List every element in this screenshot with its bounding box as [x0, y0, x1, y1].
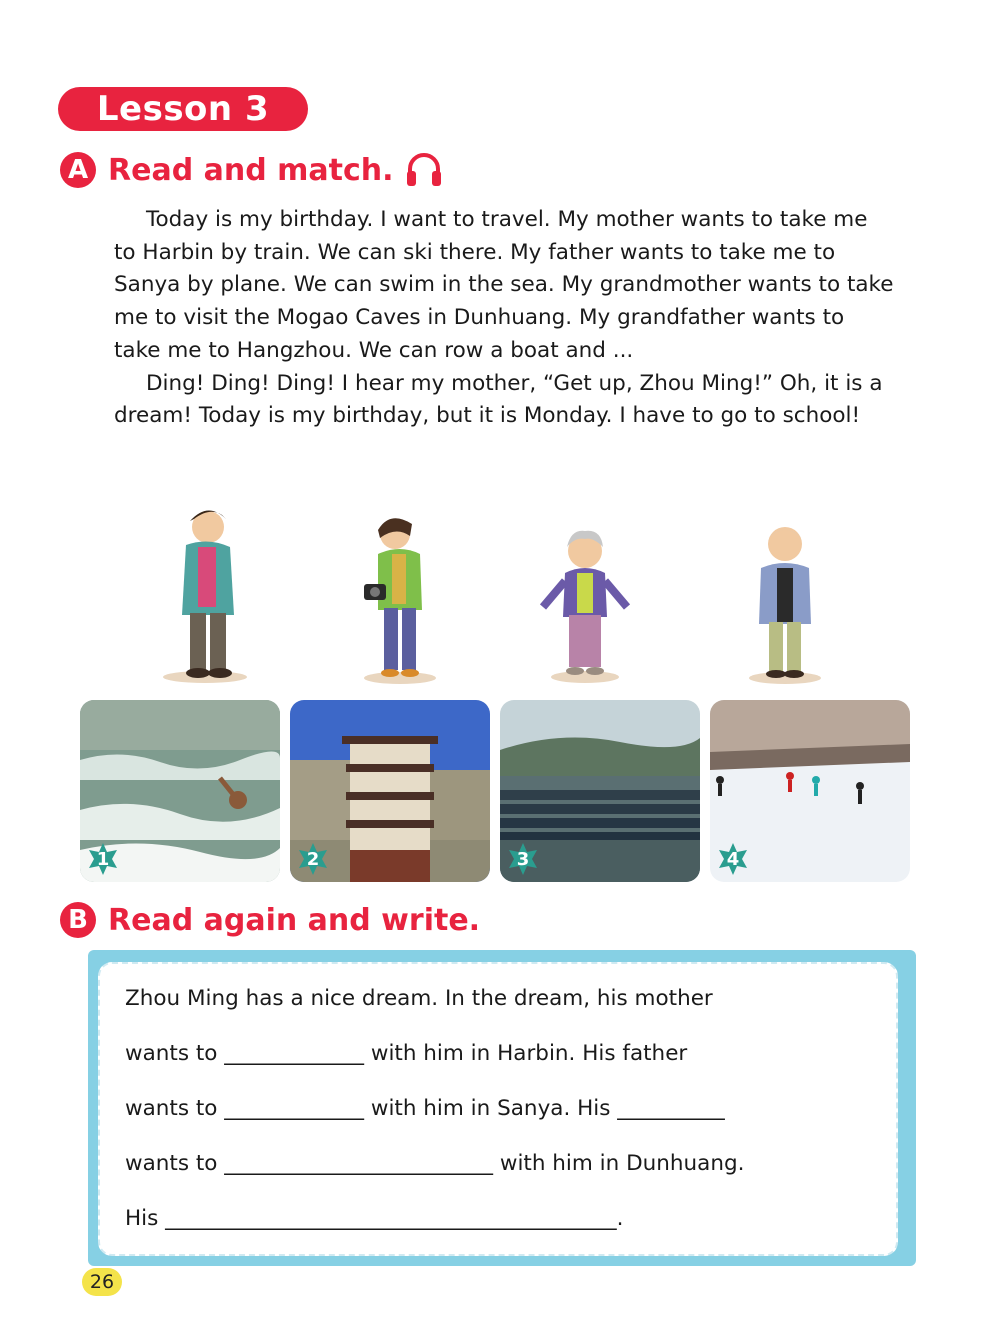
boy-figure — [150, 505, 260, 685]
write-line-2[interactable]: wants to _____________ with him in Harbin. His father — [125, 1041, 688, 1066]
page-number: 26 — [82, 1268, 122, 1296]
photo-1-badge — [86, 842, 120, 876]
grandfather-figure — [735, 518, 835, 686]
reading-paragraph-2: Ding! Ding! Ding! I hear my mother, “Get up, Zhou Ming!” Oh, it is a dream! Today is my birthday, but it is Monday. I have to go to school! — [114, 370, 883, 429]
photo-3-number: 3 — [516, 848, 530, 870]
photo-2-badge — [296, 842, 330, 876]
section-a-heading — [60, 152, 444, 188]
write-line-4[interactable]: wants to _________________________ with him in Dunhuang. — [125, 1151, 745, 1176]
grandmother-figure — [535, 525, 635, 685]
photo-1-number: 1 — [96, 848, 110, 870]
section-a-letter: A — [60, 152, 96, 188]
photo-4-number: 4 — [726, 848, 740, 870]
lesson-title: Lesson 3 — [96, 89, 270, 129]
section-a-title: Read and match. — [108, 152, 394, 188]
section-b-heading — [60, 902, 480, 938]
photo-1-sea[interactable] — [80, 700, 280, 882]
reading-paragraph-1: Today is my birthday. I want to travel. My mother wants to take me to Harbin by train. We can ski there. My father wants to take me to Sanya by plane. We can swim in the sea. My grandmother wants to take me to visit the Mogao Caves in Dunhuang. My grandfather wants to take me to Hangzhou. We can row a boat and ... — [114, 207, 894, 363]
headphones-icon[interactable] — [404, 153, 444, 187]
lesson-banner — [58, 87, 308, 131]
photo-4-badge — [716, 842, 750, 876]
reading-passage — [114, 204, 894, 433]
write-line-1: Zhou Ming has a nice dream. In the dream, his mother — [125, 986, 713, 1011]
photo-2-mogao-caves[interactable] — [290, 700, 490, 882]
photo-2-number: 2 — [306, 848, 320, 870]
write-line-5[interactable]: His __________________________________________. — [125, 1206, 624, 1231]
mother-figure — [350, 510, 450, 685]
photo-4-ski[interactable] — [710, 700, 910, 882]
section-b-letter: B — [60, 902, 96, 938]
write-line-3[interactable]: wants to _____________ with him in Sanya. His __________ — [125, 1096, 725, 1121]
photo-3-boats[interactable] — [500, 700, 700, 882]
section-b-title: Read again and write. — [108, 902, 481, 938]
photo-3-badge — [506, 842, 540, 876]
